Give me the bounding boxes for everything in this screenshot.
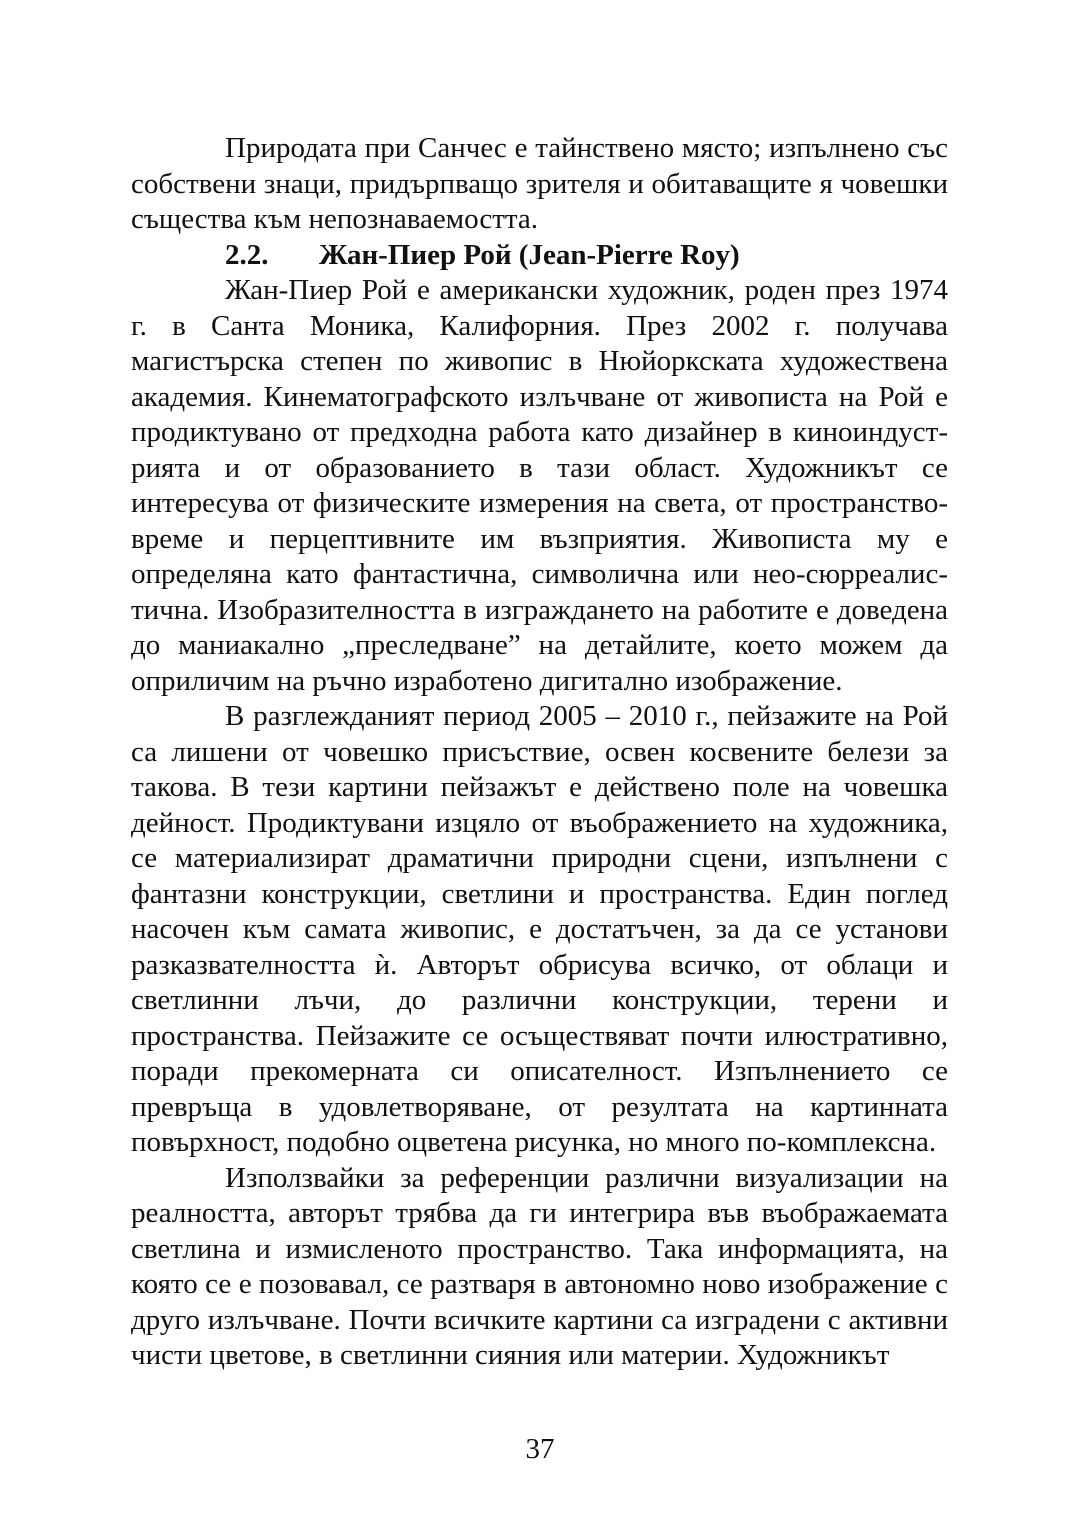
paragraph-biography: Жан-Пиер Рой е американски художник, роден през 1974 г. в Санта Моника, Калифорния. През 2002 г. получава магистърска степен по живопис в Нюйоркската художествена академия. Кинематографското излъчване от живописта на Рой е продиктувано от предходна работа като дизайнер в киноиндустрията и от образованието в тази област. Художникът се интересува от физическите измерения на света, от пространство-време и перцептивните им възприятия. Живописта му е определяна като фантастична, символична или нео-сюрреалистична. Изобразителността в изграждането на работите е доведена до маниакално „преследване” на детайлите, което можем да оприличим на ръчно изработено дигитално изображение. xyxy=(131,274,948,697)
paragraph-landscapes: В разглежданият период 2005 – 2010 г., пейзажите на Рой са лишени от човешко присъствие, освен косвените белези за такова. В тези картини пейзажът е действено поле на човешка дейност. Продиктувани изцяло от въображението на художника, се материализират драматични природни сцени, изпълнени с фантазни конструкции, светлини и пространства. Един поглед насочен към самата живопис, е достатъчен, за да се установи разказвателността ѝ. Авторът обрисува всичко, от облаци и светлинни лъчи, до различни конструкции, терени и пространства. Пейзажите се осъществяват почти илюстративно, поради прекомерната си описателност. Изпълнението се превръща в удовлетворяване, от резултата на картинната повърхност, подобно оцветена рисунка, но много по-комплексна. xyxy=(131,700,948,1158)
section-number: 2.2. xyxy=(225,238,269,271)
page-number: 37 xyxy=(525,1433,555,1465)
section-heading xyxy=(131,238,948,274)
paragraph-sanchez-nature: Природата при Санчес е тайнствено място; изпълнено със собствени знаци, придърпващо зрителя и обитаващите я човешки същества към непознаваемостта. xyxy=(131,132,948,235)
paragraph-references: Използвайки за референции различни визуализации на реалността, авторът трябва да ги интегрира във въображаемата светлина и измисленото пространство. Така информацията, на която се е позовавал, се разтваря в автономно ново изображение с друго излъчване. Почти всичките картини са изградени с активни чисти цветове, в светлинни сияния или материи. Художникът xyxy=(131,1161,948,1371)
page-body xyxy=(131,131,948,1374)
section-title: Жан-Пиер Рой (Jean-Pierre Roy) xyxy=(319,238,740,271)
